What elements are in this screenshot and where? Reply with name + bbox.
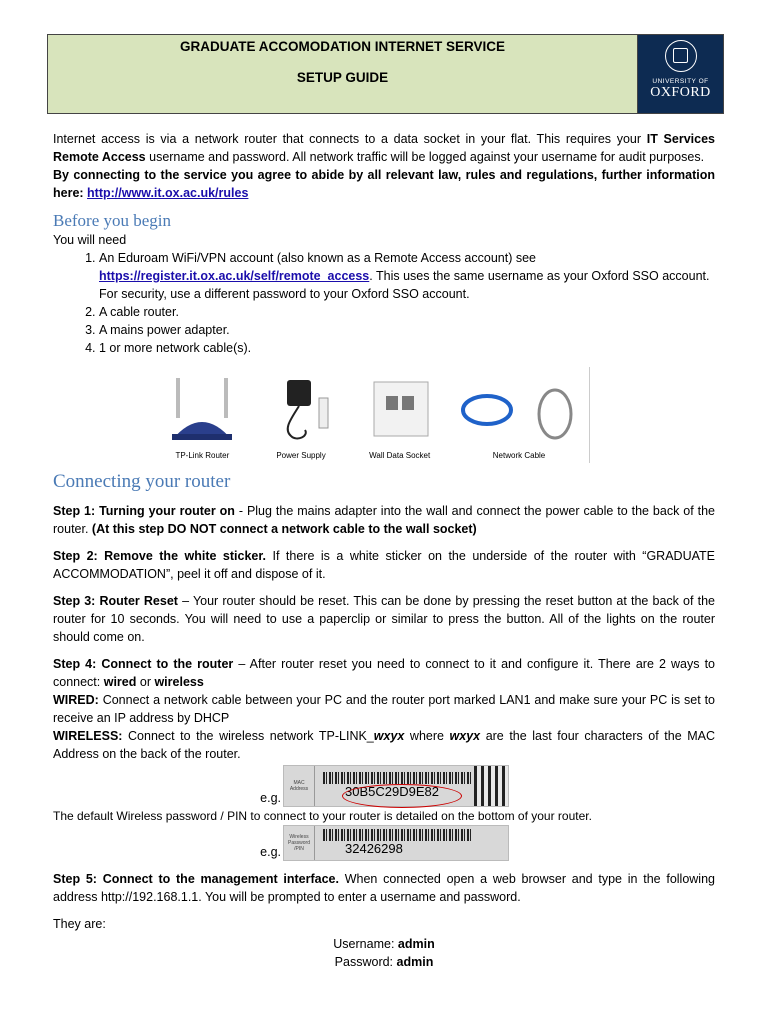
ssid-suffix: wxyx: [373, 729, 405, 743]
document-body: [53, 130, 715, 971]
step-4: [53, 655, 715, 691]
barcode-end-icon: [474, 766, 508, 806]
step-2-text: If there is a white sticker on the underside of the router with “GRADUATE ACCOMMODATION”, peel it off and dispose of it.: [53, 549, 715, 581]
barcode-icon: [323, 772, 473, 784]
they-are: They are:: [53, 917, 106, 931]
wall-socket-icon: [360, 374, 440, 444]
agreement-text: By connecting to the service you agree to abide by all relevant law, rules and regulations, further information here:: [53, 168, 715, 200]
logo-oxford: OXFORD: [650, 85, 711, 100]
remote-access-link[interactable]: https://register.it.ox.ac.uk/self/remote_access: [99, 269, 370, 283]
router-caption: TP-Link Router: [175, 451, 230, 460]
intro-bold: IT Services Remote Access: [53, 132, 715, 164]
eg-label: e.g.: [260, 791, 281, 805]
document-title: GRADUATE ACCOMODATION INTERNET SERVICE: [179, 39, 505, 54]
wireless-text-3: are the last four characters of the MAC Address on the back of the router.: [53, 729, 715, 761]
step-5: [53, 870, 715, 906]
oxford-logo: [638, 35, 723, 113]
wired-paragraph: [53, 691, 715, 727]
requirements-list: [53, 249, 715, 357]
step-1-label: Step 1: Turning your router on: [53, 504, 235, 518]
username-line: [53, 935, 715, 953]
pin-note: The default Wireless password / PIN to connect to your router is detailed on the bottom of your router.: [53, 809, 592, 823]
socket-figure: [350, 367, 449, 463]
list-item: [99, 249, 715, 303]
router-figure: [153, 367, 252, 463]
barcode-icon: [323, 829, 473, 841]
power-supply-icon: [261, 374, 341, 444]
intro-text: Internet access is via a network router that connects to a data socket in your flat. This requires your: [53, 132, 647, 146]
step-3-label: Step 3: Router Reset: [53, 594, 178, 608]
step-2: [53, 547, 715, 583]
password-value: admin: [396, 955, 434, 969]
step-1-text: - Plug the mains adapter into the wall and connect the power cable to the back of the router.: [53, 504, 715, 536]
before-heading: Before you begin: [53, 211, 172, 230]
mac-example: [53, 763, 715, 807]
step-3: [53, 592, 715, 646]
eg-label: e.g.: [260, 845, 281, 859]
wireless-word: wireless: [154, 675, 204, 689]
cable-caption: Network Cable: [492, 451, 546, 460]
wired-text: Connect a network cable between your PC and the router port marked LAN1 and make sure your PC is set to receive an IP address by DHCP: [53, 693, 715, 725]
mac-label: MAC Address: [284, 766, 315, 806]
list-item: 3. A mains power adapter.: [99, 321, 715, 339]
list-item: 4. 1 or more network cable(s).: [99, 339, 715, 357]
mac-sticker: [283, 765, 509, 807]
logo-university-of: UNIVERSITY OF: [652, 78, 709, 85]
document-subtitle: SETUP GUIDE: [296, 70, 389, 85]
username-label: Username:: [333, 937, 398, 951]
mac-value: 30B5C29D9E82: [345, 784, 439, 799]
pin-value: 32426298: [345, 841, 403, 856]
list-item: 2. A cable router.: [99, 303, 715, 321]
oxford-seal-icon: [665, 40, 697, 72]
step-3-text: – Your router should be reset. This can be done by pressing the reset button at the back of the router for 10 seconds. You will need to use a paperclip or similar to press the button. All of the lights on the router should come on.: [53, 594, 715, 644]
equipment-image: [153, 367, 590, 463]
pin-example: [53, 825, 715, 861]
wireless-label: WIRELESS:: [53, 729, 123, 743]
password-label: Password:: [334, 955, 397, 969]
network-cable-icon: [449, 374, 589, 444]
document-header: [47, 34, 724, 114]
socket-caption: Wall Data Socket: [369, 451, 431, 460]
wireless-text-2: where: [404, 729, 450, 743]
step-1-warning: (At this step DO NOT connect a network cable to the wall socket): [91, 522, 477, 536]
rules-link[interactable]: http://www.it.ox.ac.uk/rules: [87, 186, 249, 200]
item1-text-2: . This uses the same username as your Oxford SSO account. For security, use a different password to your Oxford SSO account.: [99, 269, 710, 301]
power-caption: Power Supply: [276, 451, 326, 460]
wireless-paragraph: [53, 727, 715, 763]
password-line: [53, 953, 715, 971]
connecting-heading: Connecting your router: [53, 471, 231, 492]
step-5-text: When connected open a web browser and type in the following address http://192.168.1.1. You will be prompted to enter a username and password.: [53, 872, 715, 904]
wired-word: wired: [103, 675, 137, 689]
ssid-suffix-2: wxyx: [449, 729, 481, 743]
item1-text: An Eduroam WiFi/VPN account (also known as a Remote Access account) see: [99, 251, 536, 265]
header-title-box: [48, 35, 638, 113]
wired-label: WIRED:: [53, 693, 99, 707]
step-2-label: Step 2: Remove the white sticker.: [53, 549, 267, 563]
pin-label: Wireless Password /PIN: [284, 826, 315, 860]
agreement-paragraph: [53, 166, 715, 202]
power-figure: [252, 367, 351, 463]
step-5-label: Step 5: Connect to the management interface.: [53, 872, 339, 886]
step-4-label: Step 4: Connect to the router: [53, 657, 234, 671]
cable-figure: [449, 367, 589, 463]
intro-text-2: username and password. All network traffic will be logged against your username for audit purposes.: [145, 150, 705, 164]
router-icon: [162, 374, 242, 444]
step-1: [53, 502, 715, 538]
wireless-text: Connect to the wireless network TP-LINK_: [122, 729, 374, 743]
intro-paragraph: [53, 130, 715, 166]
pin-sticker: [283, 825, 509, 861]
mac-highlight-ring: [342, 784, 462, 808]
or-word: or: [136, 675, 155, 689]
step-4-text: – After router reset you need to connect to it and configure it. There are 2 ways to connect:: [53, 657, 715, 689]
username-value: admin: [397, 937, 435, 951]
you-will-need: You will need: [53, 233, 127, 247]
